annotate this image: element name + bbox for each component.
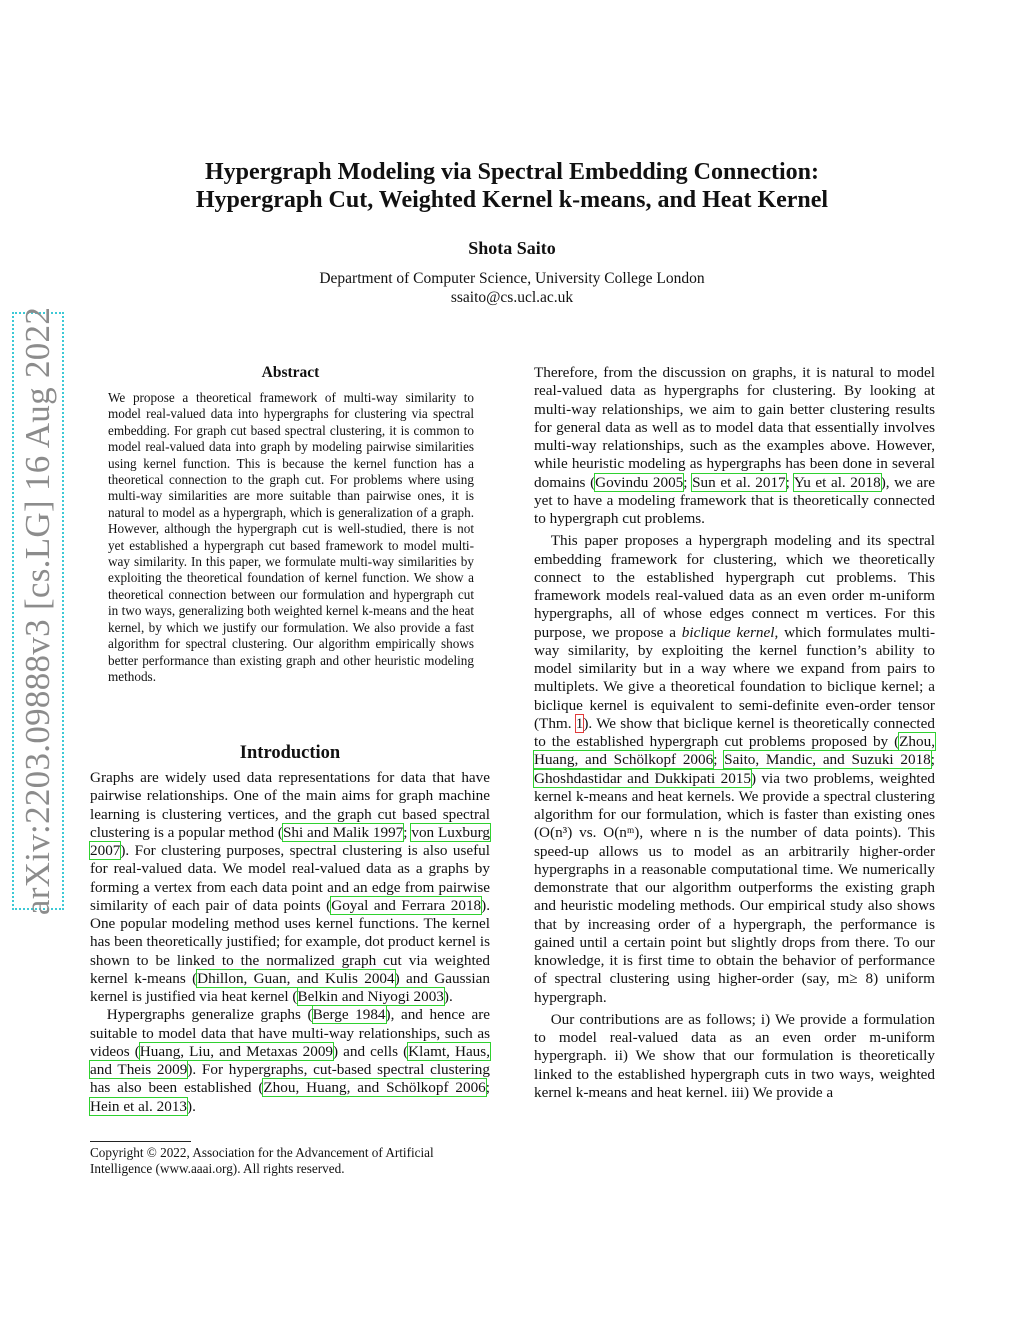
citation-link[interactable]: Sun et al. 2017 [692, 473, 786, 491]
citation-link[interactable]: Berge 1984 [312, 1006, 386, 1024]
affiliation-block [0, 269, 1024, 307]
text-run: ), and hence are suitable to model data that have multi-way relationships, such as videos ( [90, 1006, 491, 1060]
text-run: Hypergraphs generalize graphs ( [106, 1006, 313, 1024]
text-run: ; [785, 473, 794, 491]
text-run: Graphs are widely used data representations for data that have pairwise relationships. One of the main aims for graph machine learning is clustering vertices, and the graph cut based spectral clustering is a popular method ( [90, 769, 490, 841]
text-run: ), we are yet to have a modeling framework that is theoretically connected to hypergraph cut problems. [534, 473, 935, 527]
text-run: ). We show that biclique kernel is theoretically connected to the established hypergraph cut problems proposed by ( [534, 714, 935, 750]
citation-link[interactable]: von Luxburg 2007 [90, 823, 490, 859]
text-run: ). [443, 988, 453, 1005]
text-run: This paper proposes a hypergraph modeling and its spectral embedding framework for clustering, which we theoretically connect to the established hypergraph cut problems. This framework models real-valued data as an even order m-uniform hypergraphs, all of whose edges connect m vertices. For this purpose, we propose a [534, 532, 935, 641]
citation-link[interactable]: Ghoshdastidar and Dukkipati 2015 [534, 769, 751, 787]
text-run: ; [930, 751, 935, 769]
citation-link[interactable]: Zhou, Huang, and Schölkopf 2006 [263, 1079, 486, 1097]
text-run: ) and cells ( [333, 1042, 409, 1060]
right-paragraph-2 [534, 532, 935, 1007]
footnote-rule [90, 1141, 191, 1142]
citation-link[interactable]: Zhou, Huang, and Schölkopf 2006 [534, 733, 935, 769]
emphasis-term: biclique kernel [681, 623, 775, 641]
citation-link[interactable]: Huang, Liu, and Metaxas 2009 [139, 1042, 334, 1060]
theorem-ref-link[interactable]: 1 [575, 714, 584, 732]
intro-paragraph-1 [90, 769, 490, 1006]
arxiv-stamp [12, 306, 64, 916]
text-run: ). For hypergraphs, cut-based spectral clustering has also been established ( [90, 1061, 490, 1097]
text-run: ) via two problems, weighted kernel k-means and heat kernels. We provide a spectral clustering algorithm for our formulation, which is faster than existing ones (O(n³) vs. O(nᵐ), where n is the number of data points). This speed-up allows us to model as an arbitrarily higher-order hypergraphs in a reasonable computational time. We numerically demonstrate that our algorithm outperforms the existing graph and heuristic modeling methods. Our empirical study also shows that by increasing order of a hypergraph, the performance is gained until a certain point but slightly drops from there. To our knowledge, it is first time to obtain the behavior of performance of spectral clustering using higher-order (say, m≥ 8) uniform hypergraph. [534, 769, 935, 1006]
copyright-footnote [90, 1145, 490, 1177]
right-paragraph-1 [534, 364, 935, 528]
text-run: ). [187, 1097, 196, 1115]
arxiv-id: arXiv:2203.09888v3 [cs.LG] 16 Aug 2022 [18, 306, 57, 916]
citation-link[interactable]: Belkin and Niyogi 2003 [297, 988, 444, 1005]
paper-title [0, 158, 1024, 214]
right-paragraph-3: Our contributions are as follows; i) We provide a formulation to model real-valued data as an even order m-uniform hypergraph. ii) We show that our formulation is theoretically linked to the established hypergraph cuts in two ways, weighted kernel k-means and heat kernel. iii) We provide a [534, 1010, 935, 1101]
right-column-body [534, 364, 935, 1102]
footnote-line-1: Copyright © 2022, Association for the Advancement of Artificial [90, 1145, 434, 1160]
text-run: ). For clustering purposes, spectral clustering is also useful for real-valued data. We model real-valued data as a graphs by forming a vertex from each data point and an edge from pairwise similarity of each pair of data points ( [90, 842, 490, 914]
affiliation: Department of Computer Science, University College London [319, 270, 705, 287]
introduction-heading: Introduction [239, 743, 341, 763]
text-run: ; [485, 1079, 490, 1097]
author-email: ssaito@cs.ucl.ac.uk [450, 289, 574, 306]
text-run: ). One popular modeling method uses kernel functions. The kernel has been theoretically justified; for example, dot product kernel is shown to be linked to the normalized graph cut via weighted kernel k-means ( [90, 896, 491, 987]
intro-paragraph-2 [90, 1006, 490, 1116]
abstract-heading: Abstract [261, 364, 320, 381]
text-run: Therefore, from the discussion on graphs, it is natural to model real-valued data as hypergraphs for clustering. By looking at multi-way relationships, we aim to gain better clustering results for general data as well as to model data that essentially involves multi-way relationships, such as the examples above. However, while heuristic modeling as hypergraphs has been done in several domains ( [534, 364, 935, 491]
citation-link[interactable]: Hein et al. 2013 [90, 1097, 188, 1115]
citation-link[interactable]: Govindu 2005 [595, 473, 684, 491]
title-line-2: Hypergraph Cut, Weighted Kernel k-means, and Heat Kernel [195, 187, 829, 213]
citation-link[interactable]: Shi and Malik 1997 [282, 823, 404, 841]
author-name: Shota Saito [468, 238, 556, 258]
text-run: ; [403, 823, 412, 841]
left-column-body [90, 769, 490, 1116]
text-run: ) and Gaussian kernel is justified via heat kernel ( [90, 969, 490, 1005]
citation-link[interactable]: Saito, Mandic, and Suzuki 2018 [724, 751, 931, 769]
citation-link[interactable]: Klamt, Haus, and Theis 2009 [90, 1042, 490, 1078]
footnote-line-2: Intelligence (www.aaai.org). All rights reserved. [90, 1161, 345, 1176]
citation-link[interactable]: Goyal and Ferrara 2018 [331, 896, 482, 914]
citation-link[interactable]: Dhillon, Guan, and Kulis 2004 [197, 969, 395, 987]
text-run: ; [683, 473, 693, 491]
text-run: , which formulates multi-way similarity, by exploiting the kernel function’s ability to model similarity but in a way where we expand from pairs to multiplets. We give a theoretical foundation to biclique kernel; a biclique kernel is equivalent to semi-definite even-order tensor (Thm. [534, 623, 936, 732]
abstract-text: We propose a theoretical framework of multi-way similarity to model real-valued data into hypergraphs for clustering via spectral embedding. For graph cut based spectral clustering, it is common to model real-valued data into graph by modeling pairwise similarities using kernel function. This is because the kernel function has a theoretical connection to the graph cut. For problems where using multi-way similarities are more suitable than pairwise ones, it is natural to model as a hypergraph, which is generalization of a graph. However, although the hypergraph cut is well-studied, there is not yet established a hypergraph cut based framework to model multi-way similarity. In this paper, we formulate multi-way similarities by exploiting the theoretical foundation of kernel function. We show a theoretical connection between our formulation and hypergraph cut in two ways, generalizing both weighted kernel k-means and the heat kernel, by which we justify our formulation. We also provide a fast algorithm for spectral clustering. Our algorithm empirically shows better performance than existing graph and other heuristic modeling methods. [108, 390, 474, 684]
title-line-1: Hypergraph Modeling via Spectral Embedding Connection: [204, 159, 820, 185]
text-run: ; [713, 751, 725, 769]
citation-link[interactable]: Yu et al. 2018 [793, 473, 881, 491]
